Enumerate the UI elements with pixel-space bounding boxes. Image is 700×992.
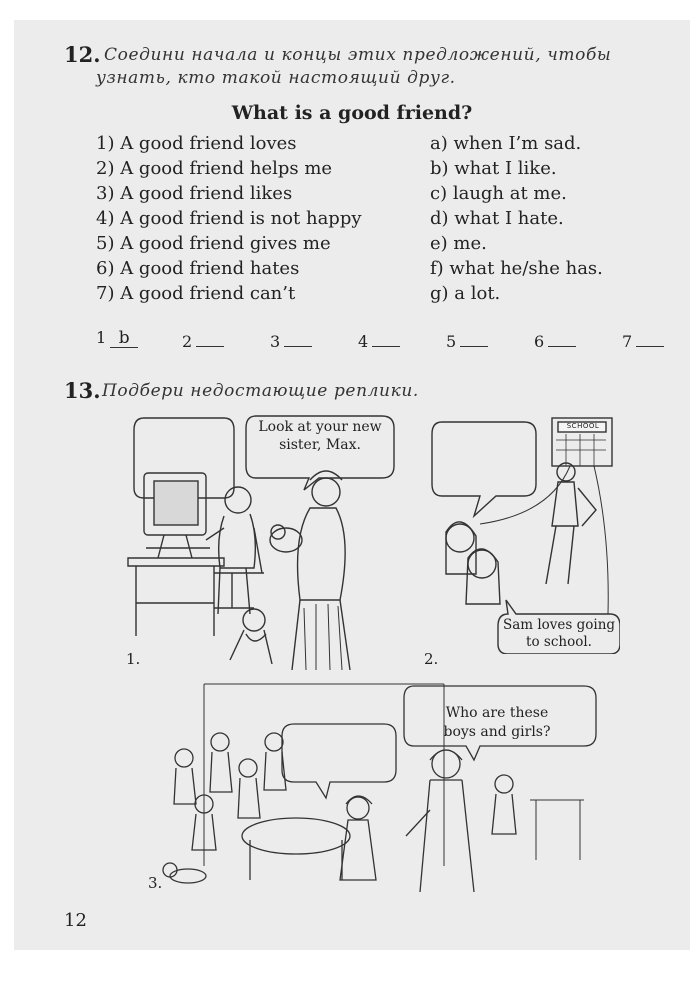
answer-number: 1 — [96, 328, 107, 347]
exercise-12-instruction-line1: Соедини начала и концы этих предложений, чтобы — [104, 45, 612, 65]
beginnings-list — [96, 131, 362, 306]
answer-blank[interactable] — [372, 328, 400, 347]
picture-3-label: 3. — [148, 874, 163, 892]
answer-blank[interactable] — [636, 328, 664, 347]
ending-item: c) laugh at me. — [430, 183, 567, 204]
exercise-12-title: What is a good friend? — [231, 102, 473, 124]
picture-2-bubble-text — [500, 617, 618, 651]
answer-number: 3 — [270, 332, 281, 351]
answer-number: 4 — [358, 332, 369, 351]
answer-slot-5[interactable] — [446, 328, 488, 351]
ending-item: a) when I’m sad. — [430, 133, 582, 154]
answer-number: 7 — [622, 332, 633, 351]
answer-number: 6 — [534, 332, 545, 351]
bubble-line: boys and girls? — [443, 724, 551, 740]
answer-slot-1[interactable] — [96, 328, 138, 348]
workbook-page — [14, 20, 690, 950]
exercise-12-number: 12. — [64, 42, 101, 67]
empty-speech-bubble — [282, 724, 396, 798]
answer-blank[interactable] — [548, 328, 576, 347]
school-sign: SCHOOL — [566, 422, 600, 430]
ending-item: e) me. — [430, 233, 487, 254]
ending-item: b) what I like. — [430, 158, 557, 179]
bubble-line: Sam loves going — [502, 617, 616, 633]
answer-number: 2 — [182, 332, 193, 351]
bubble-line: sister, Max. — [279, 437, 361, 453]
beginning-item: 4) A good friend is not happy — [96, 208, 362, 229]
page-number: 12 — [64, 910, 87, 931]
exercise-12-instruction-line2: узнать, кто такой настоящий друг. — [96, 68, 456, 88]
ending-item: g) a lot. — [430, 283, 501, 304]
endings-list — [430, 131, 603, 306]
exercise-13-instruction: Подбери недостающие реплики. — [102, 381, 419, 401]
bubble-line: Look at your new — [258, 419, 382, 435]
empty-speech-bubble — [432, 422, 536, 516]
answer-blank[interactable] — [284, 328, 312, 347]
beginning-item: 1) A good friend loves — [96, 133, 297, 154]
answer-slot-6[interactable] — [534, 328, 576, 351]
answer-slot-7[interactable] — [622, 328, 664, 351]
answer-slot-4[interactable] — [358, 328, 400, 351]
bubble-line: to school. — [526, 634, 592, 650]
beginning-item: 5) A good friend gives me — [96, 233, 331, 254]
beginning-item: 7) A good friend can’t — [96, 283, 296, 304]
beginning-item: 2) A good friend helps me — [96, 158, 333, 179]
beginning-item: 6) A good friend hates — [96, 258, 300, 279]
answer-blank[interactable] — [196, 328, 224, 347]
answer-blank[interactable]: b — [110, 329, 138, 348]
ending-item: d) what I hate. — [430, 208, 564, 229]
picture-3-bubble-text — [406, 704, 588, 742]
answer-number: 5 — [446, 332, 457, 351]
picture-2-label: 2. — [424, 650, 439, 668]
picture-1-bubble-text — [246, 418, 394, 454]
bubble-line: Who are these — [445, 705, 549, 721]
exercise-13-number: 13. — [64, 378, 101, 403]
answer-slot-3[interactable] — [270, 328, 312, 351]
answer-blank[interactable] — [460, 328, 488, 347]
answer-slot-2[interactable] — [182, 328, 224, 351]
beginning-item: 3) A good friend likes — [96, 183, 293, 204]
picture-1-label: 1. — [126, 650, 141, 668]
ending-item: f) what he/she has. — [430, 258, 603, 279]
